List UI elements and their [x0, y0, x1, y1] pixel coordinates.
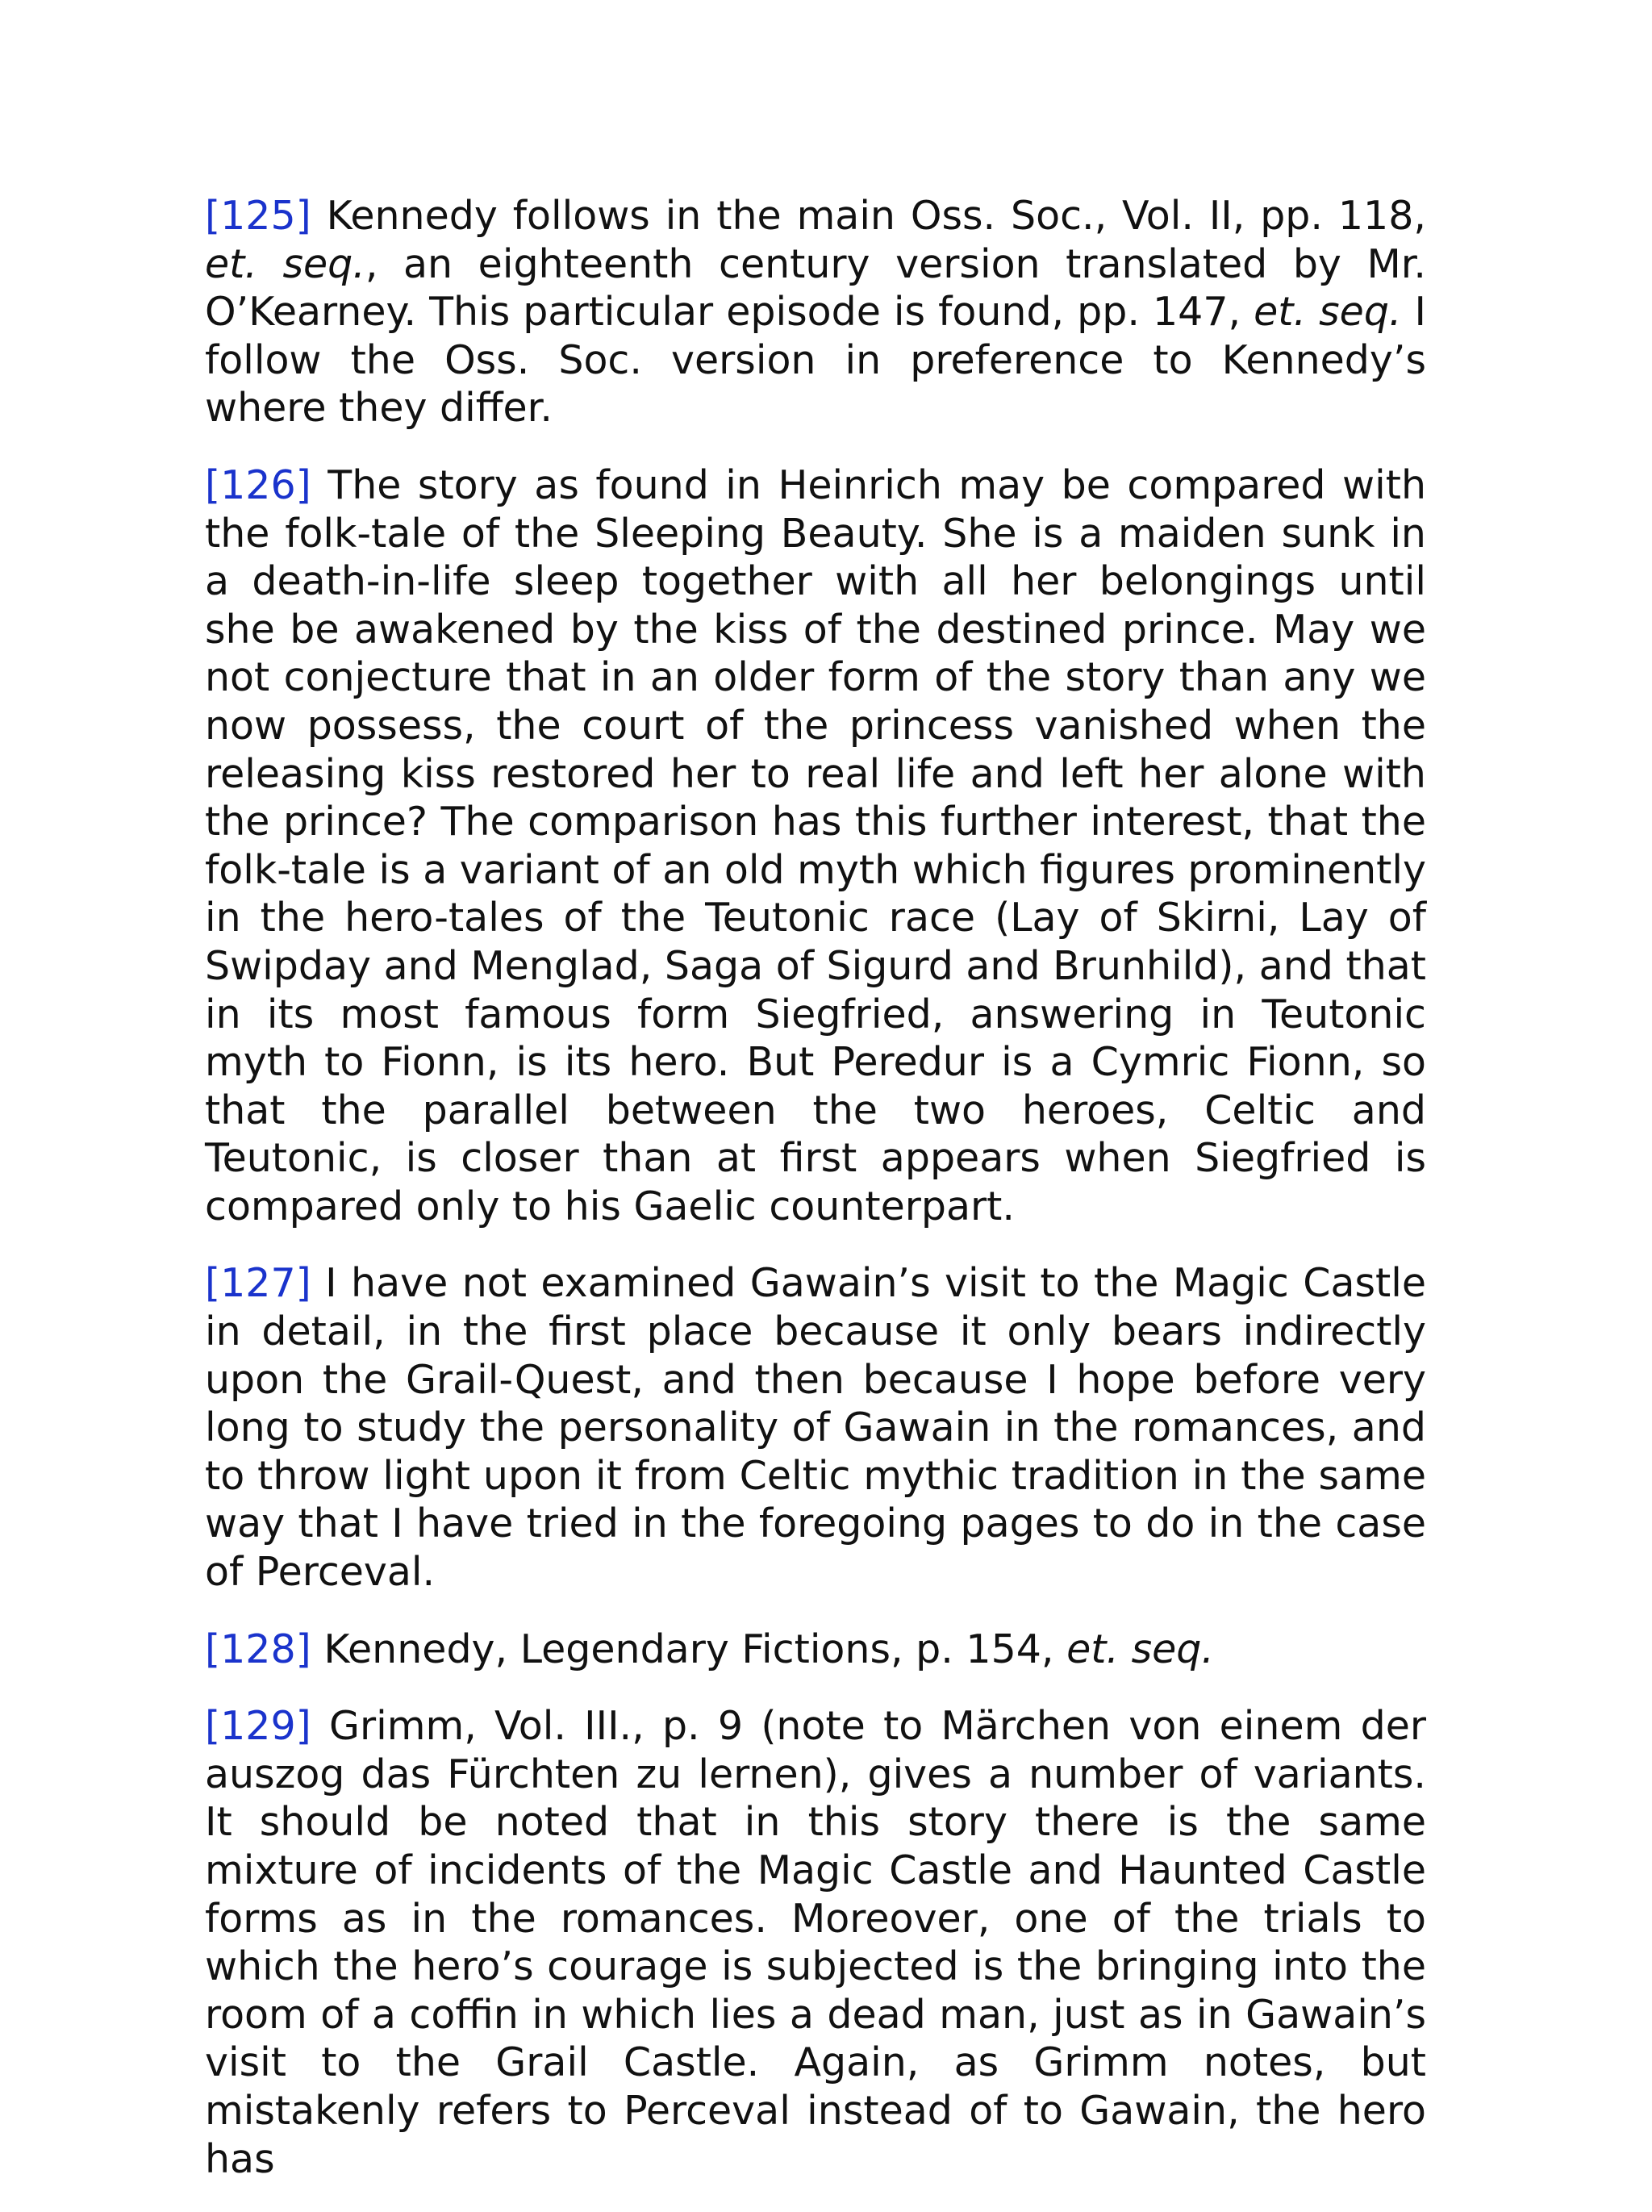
footnote-ref-125[interactable]: [125] [205, 193, 311, 239]
footnote-text: I have not examined Gawain’s visit to the Magic Castle in detail, in the first place because it only bears indirectly upon the Grail-Quest, and then because I hope before very long to study the personality of Gawain in the romances, and to throw light upon it from Celtic mythic tradition in the same way that I have tried in the foregoing pages to do in the case of Perceval. [205, 1260, 1426, 1596]
footnote-italic-text: et. seq. [1254, 289, 1402, 336]
footnote-128 [205, 1626, 1426, 1674]
footnote-text: Grimm, Vol. III., p. 9 (note to Märchen von einem der auszog das Fürchten zu lernen), gives a number of variants. It should be noted that in this story there is the same mixture of incidents of the Magic Castle and Haunted Castle forms as in the romances. Moreover, one of the trials to which the hero’s courage is subjected is the bringing into the room of a coffin in which lies a dead man, just as in Gawain’s visit to the Grail Castle. Again, as Grimm notes, but mistakenly refers to Perceval instead of to Gawain, the hero has [205, 1703, 1426, 2182]
footnote-ref-126[interactable]: [126] [205, 461, 311, 508]
footnote-text: The story as found in Heinrich may be compared with the folk-tale of the Sleeping Beauty. She is a maiden sunk in a death-in-life sleep together with all her belongings until she be awakened by the kiss of the destined prince. May we not conjecture that in an older form of the story than any we now possess, the court of the princess vanished when the releasing kiss restored her to real life and left her alone with the prince? The comparison has this further interest, that the folk-tale is a variant of an old myth which figures prominently in the hero-tales of the Teutonic race (Lay of Skirni, Lay of Swipday and Menglad, Saga of Sigurd and Brunhild), and that in its most famous form Siegfried, answering in Teutonic myth to Fionn, is its hero. But Peredur is a Cymric Fionn, so that the parallel between the two heroes, Celtic and Teutonic, is closer than at first appears when Siegfried is compared only to his Gaelic counterpart. [205, 461, 1426, 1229]
footnote-ref-128[interactable]: [128] [205, 1626, 311, 1672]
footnote-text: Kennedy follows in the main Oss. Soc., Vol. II, pp. 118, [311, 193, 1426, 239]
footnote-italic-text: et. seq. [1066, 1626, 1214, 1672]
footnote-129 [205, 1702, 1426, 2183]
footnote-italic-text: et. seq. [205, 240, 365, 287]
footnote-text: Kennedy, Legendary Fictions, p. 154, [311, 1626, 1067, 1672]
footnote-ref-129[interactable]: [129] [205, 1703, 311, 1750]
footnote-ref-127[interactable]: [127] [205, 1260, 311, 1307]
footnote-127 [205, 1259, 1426, 1596]
footnote-126 [205, 461, 1426, 1231]
footnotes-page [205, 192, 1426, 2212]
footnote-text: I follow the Oss. Soc. version in preference to Kennedy’s where they differ. [205, 289, 1426, 432]
footnote-125 [205, 192, 1426, 432]
footnote-text: , an eighteenth century version translated by Mr. O’Kearney. This particular episode is found, pp. 147, [205, 240, 1426, 336]
